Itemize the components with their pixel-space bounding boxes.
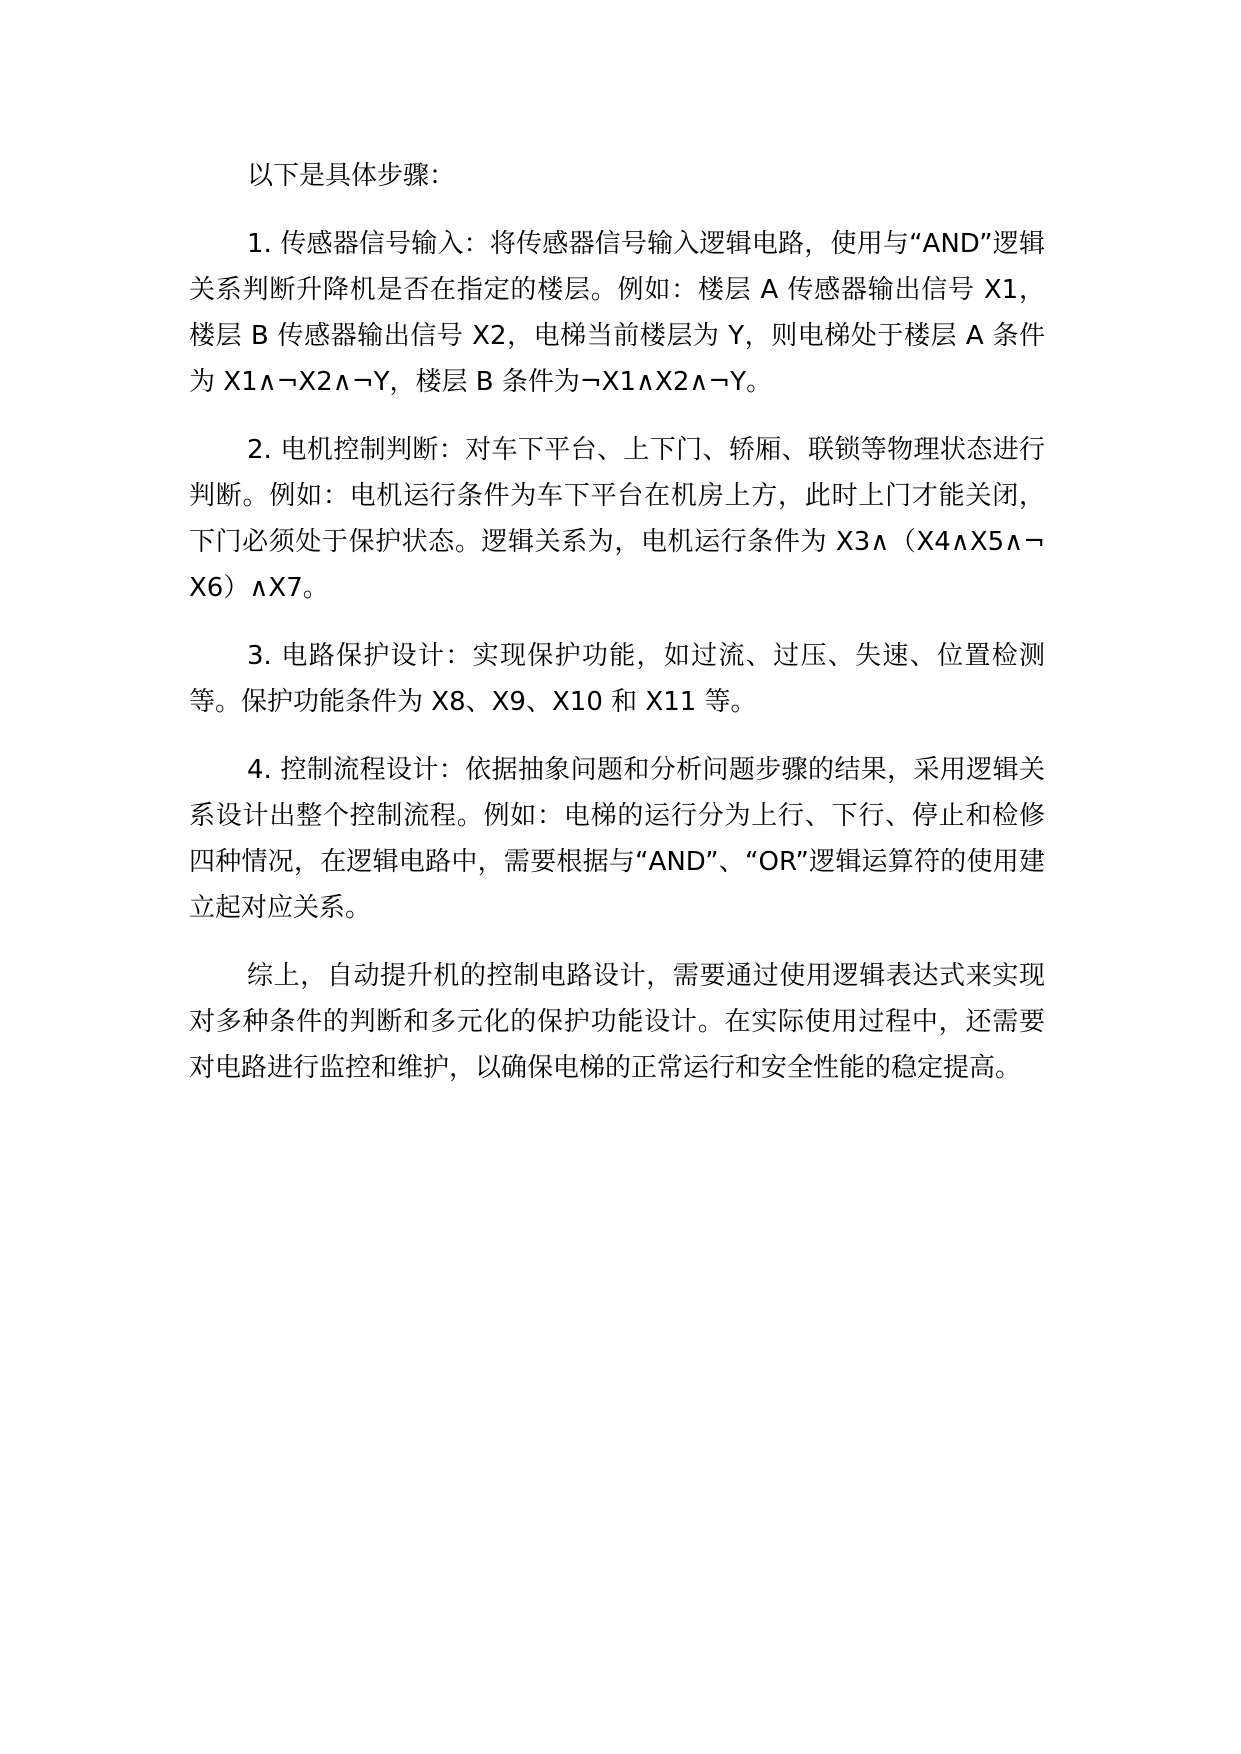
step-4-paragraph: 4. 控制流程设计：依据抽象问题和分析问题步骤的结果，采用逻辑关系设计出整个控制流程。例如：电梯的运行分为上行、下行、停止和检修四种情况，在逻辑电路中，需要根据与“AND”、“OR”逻辑运算符的使用建立起对应关系。 xyxy=(189,755,1045,923)
step-3-paragraph: 3. 电路保护设计：实现保护功能，如过流、过压、失速、位置检测等。保护功能条件为 X8、X9、X10 和 X11 等。 xyxy=(189,641,1045,717)
step-2-paragraph: 2. 电机控制判断：对车下平台、上下门、轿厢、联锁等物理状态进行判断。例如：电机运行条件为车下平台在机房上方，此时上门才能关闭，下门必须处于保护状态。逻辑关系为，电机运行条件为 X3∧（X4∧X5∧¬X6）∧X7。 xyxy=(189,435,1045,603)
intro-line: 以下是具体步骤： xyxy=(247,161,456,191)
summary-paragraph: 综上，自动提升机的控制电路设计，需要通过使用逻辑表达式来实现对多种条件的判断和多元化的保护功能设计。在实际使用过程中，还需要对电路进行监控和维护，以确保电梯的正常运行和安全性能的稳定提高。 xyxy=(189,961,1045,1083)
step-1-paragraph: 1. 传感器信号输入：将传感器信号输入逻辑电路，使用与“AND”逻辑关系判断升降机是否在指定的楼层。例如：楼层 A 传感器输出信号 X1，楼层 B 传感器输出信号 X2，电梯当前楼层为 Y，则电梯处于楼层 A 条件为 X1∧¬X2∧¬Y，楼层 B 条件为¬X1∧X2∧¬Y。 xyxy=(189,229,1045,397)
document-body xyxy=(189,153,1045,1113)
